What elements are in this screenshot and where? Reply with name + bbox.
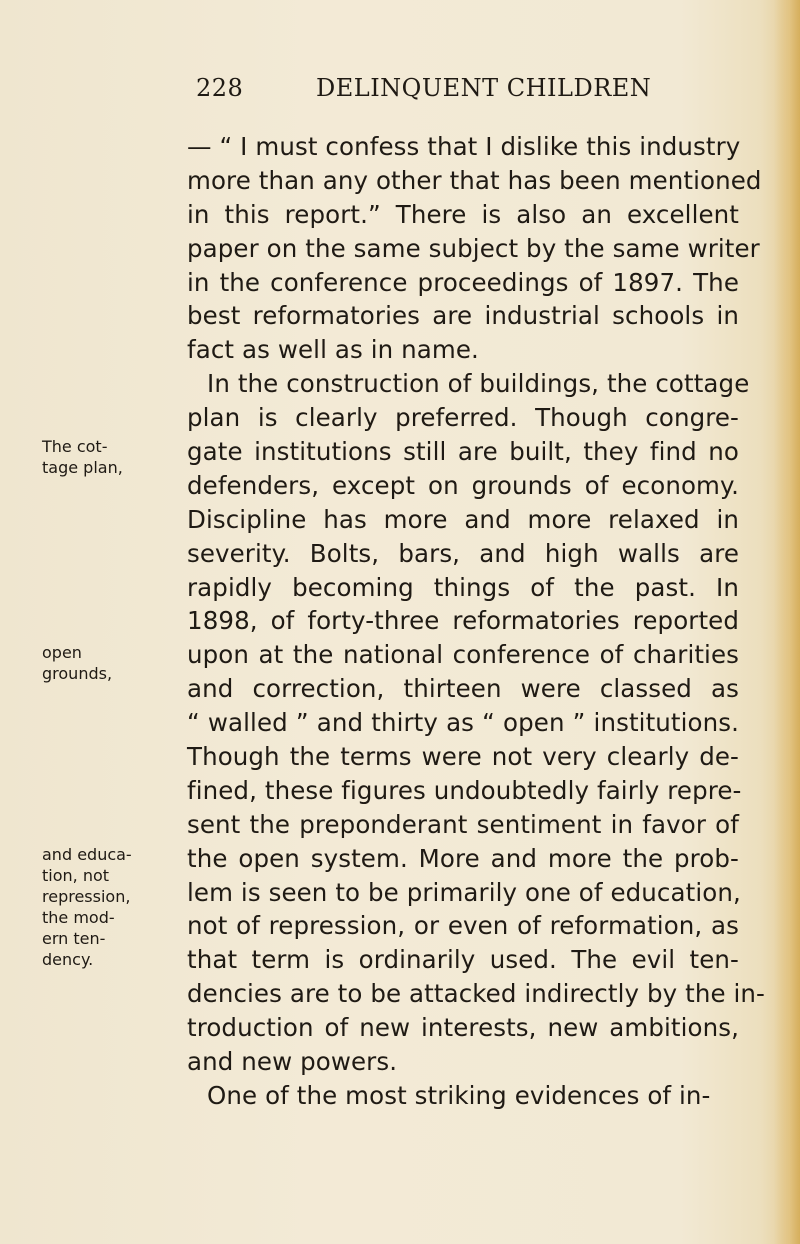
margin-note-line: and educa- <box>42 845 132 864</box>
text-line: and new powers. <box>187 1047 398 1077</box>
page-number: 228 <box>196 74 244 102</box>
margin-note-line: dency. <box>42 950 94 969</box>
margin-note-cottage-plan <box>42 436 182 478</box>
margin-note-education <box>42 844 182 970</box>
page-edge-stain <box>774 0 800 1244</box>
margin-note-line: the mod- <box>42 908 115 927</box>
text-line: paper on the same subject by the same writer <box>187 233 760 263</box>
text-line: severity. Bolts, bars, and high walls are <box>187 538 739 568</box>
text-line: the open system. More and more the prob- <box>187 843 739 873</box>
running-title: DELINQUENT CHILDREN <box>316 74 652 102</box>
text-line: In the construction of buildings, the cottage <box>207 369 750 399</box>
text-line: troduction of new interests, new ambitions, <box>187 1013 739 1043</box>
text-line: rapidly becoming things of the past. In <box>187 572 739 602</box>
text-line: in this report.” There is also an excellent <box>187 199 739 229</box>
margin-note-line: tage plan, <box>42 458 123 477</box>
text-line: defenders, except on grounds of economy. <box>187 470 739 500</box>
text-line: upon at the national conference of charities <box>187 640 739 670</box>
text-line: sent the preponderant sentiment in favor of <box>187 809 739 839</box>
text-line: best reformatories are industrial schools in <box>187 301 739 331</box>
margin-note-line: ern ten- <box>42 929 106 948</box>
margin-note-line: open <box>42 643 82 662</box>
text-line: lem is seen to be primarily one of education, <box>187 877 741 907</box>
text-line: “ walled ” and thirty as “ open ” institutions. <box>187 708 739 738</box>
text-line: and correction, thirteen were classed as <box>187 674 739 704</box>
text-line: in the conference proceedings of 1897. The <box>187 267 739 297</box>
text-line: fined, these figures undoubtedly fairly repre- <box>187 775 742 805</box>
text-line: — “ I must confess that I dislike this industry <box>187 132 741 161</box>
running-header <box>196 74 652 102</box>
text-line: gate institutions still are built, they find no <box>187 437 739 467</box>
text-line: fact as well as in name. <box>187 335 479 365</box>
text-line: 1898, of forty-three reformatories reported <box>187 606 739 636</box>
margin-note-line: The cot- <box>42 437 108 456</box>
text-line: that term is ordinarily used. The evil ten- <box>187 945 739 975</box>
text-line: not of repression, or even of reformation, as <box>187 911 739 941</box>
margin-note-line: tion, not <box>42 866 110 885</box>
text-line: One of the most striking evidences of in- <box>207 1080 711 1110</box>
margin-note-line: grounds, <box>42 664 113 683</box>
margin-note-line: repression, <box>42 887 131 906</box>
text-line: Though the terms were not very clearly de- <box>187 742 739 772</box>
text-line: Discipline has more and more relaxed in <box>187 504 739 534</box>
body-text <box>187 130 765 1113</box>
text-line: dencies are to be attacked indirectly by the in- <box>187 979 765 1009</box>
text-line: more than any other that has been mentioned <box>187 165 762 195</box>
text-line: plan is clearly preferred. Though congre- <box>187 403 739 433</box>
margin-note-open-grounds <box>42 642 182 684</box>
